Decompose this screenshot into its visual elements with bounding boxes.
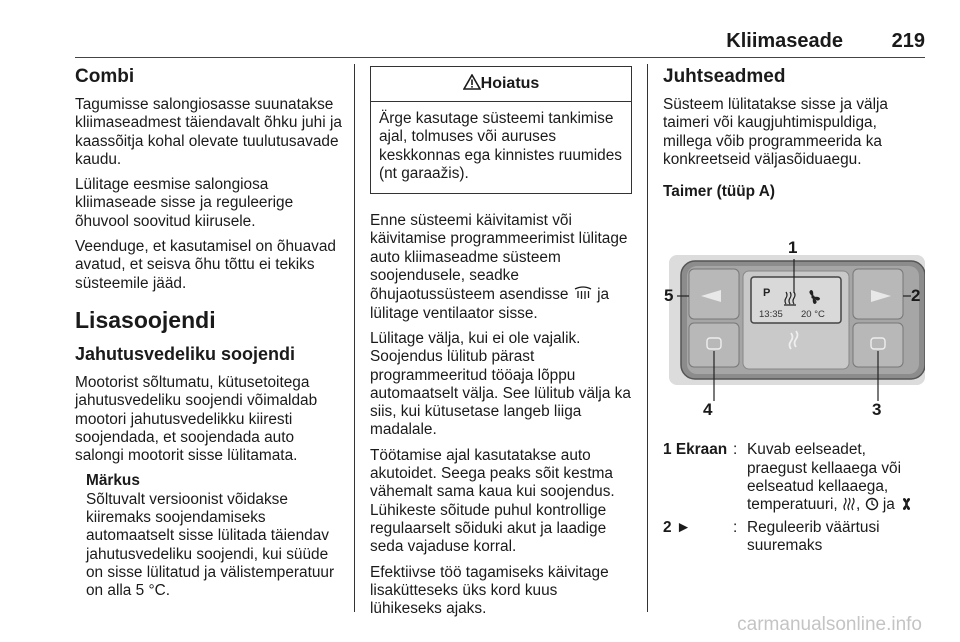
page-header <box>75 30 925 54</box>
coolant-heater-heading: Jahutusvedeliku soojendi <box>75 343 296 364</box>
heating-icon <box>842 497 856 511</box>
controls-paragraph: Süsteem lülitatakse sisse ja välja taimeri või kaugjuhtimispuldiga, millega võib programmeerida ka konkreetseid väljasõiduaegu. <box>663 96 888 168</box>
legend-description: Kuvab eelseadet, praegust kellaaega või eelseatud kellaaega, temperatuuri, , ja <box>747 441 925 514</box>
warning-header <box>371 67 631 102</box>
column-1 <box>75 66 345 601</box>
fan-icon <box>899 497 914 511</box>
timer-type-a-heading: Taimer (tüüp A) <box>663 183 776 201</box>
preheat-paragraph <box>370 212 632 323</box>
column-3 <box>663 66 925 559</box>
callout-1: 1 <box>788 238 798 258</box>
switch-off-paragraph: Lülitage välja, kui ei ole vajalik. Soojendus lülitub pärast programmeeritud tööaja lõppu automaatselt välja. See lülitub välja ka siis, kui kütusetase langeb liiga madalale. <box>370 329 631 439</box>
note-label: Märkus <box>86 472 140 490</box>
preheat-text-a: Enne süsteemi käivitamist või käivitamise programmeerimist lülitage auto kliimaseadme süsteem soojendusele, seadke õhujaotussüsteem asendisse <box>370 212 628 304</box>
callout-3: 3 <box>872 400 882 420</box>
note-text: Sõltuvalt versioonist võidakse kiiremaks soojendamiseks automaatselt sisse lülitada täiendav jahutusvedeliku soojendi, kui süüde on sisse lülitatud ja välistemperatuur on alla 5 °C. <box>86 490 335 600</box>
legend-row <box>663 519 925 556</box>
combi-paragraph-1: Tagumisse salongiosasse suunatakse kliimaseadmest täiendavalt õhku juhi ja kaassõitja kohal olevate tuulutusavade kaudu. <box>75 96 342 168</box>
legend-description-text: Kuvab eelseadet, praegust kellaaega või eelseatud kellaaega, temperatuuri, <box>747 441 902 514</box>
callout-5: 5 <box>664 286 674 306</box>
display-time: 13:35 <box>759 309 783 321</box>
battery-paragraph: Töötamise ajal kasutatakse auto akutoidet. Seega peaks sõit kestma vähemalt sama kaua kui soojendus. Lühikeste sõitude puhul kontrollige regulaarselt sõiduki akut ja laadige seda vajaduse korral. <box>370 446 615 556</box>
warning-text: Ärge kasutage süsteemi tankimise ajal, tolmuses või auruses keskkonnas ega kinnistes ruumides (nt garaažis). <box>379 110 622 182</box>
legend-description-and: ja <box>882 496 895 514</box>
watermark: carmanualsonline.info <box>737 614 922 635</box>
header-divider <box>75 57 925 58</box>
figure-legend <box>663 441 925 555</box>
combi-paragraph-2: Lülitage eesmise salongiosa kliimaseade sisse ja reguleerige õhuvool soovitud kiirusele. <box>75 176 294 230</box>
legend-term: 1 Ekraan <box>663 441 728 459</box>
callout-4: 4 <box>703 400 713 420</box>
warning-box <box>370 66 632 194</box>
column-2 <box>370 66 632 625</box>
warning-title: Hoiatus <box>480 75 540 92</box>
controls-heading: Juhtseadmed <box>663 66 786 87</box>
note-block <box>86 472 345 600</box>
defrost-floor-icon <box>573 285 593 301</box>
auxiliary-heater-heading: Lisasoojendi <box>75 306 216 333</box>
legend-colon: : <box>733 518 738 536</box>
clock-icon <box>865 497 879 511</box>
legend-colon: : <box>733 441 738 459</box>
column-divider-left <box>354 64 355 612</box>
legend-row <box>663 441 925 514</box>
coolant-heater-paragraph: Mootorist sõltumatu, kütusetoitega jahutusvedeliku soojendi võimaldab mootori jahutusvedelikku kiiresti soojendada, et soojendada auto salongi mootorit sisse lülitamata. <box>75 373 318 465</box>
display-temperature: 20 °C <box>801 309 825 321</box>
legend-description: Reguleerib väärtusi suuremaks <box>747 518 880 554</box>
combi-heading: Combi <box>75 66 135 87</box>
display-p-label: P <box>763 287 771 300</box>
legend-term: 2 ► <box>663 518 692 536</box>
warning-triangle-icon <box>463 74 481 90</box>
callout-2: 2 <box>911 286 921 306</box>
combi-paragraph-3: Veenduge, et kasutamisel on õhuavad avatud, et seisva õhu tõttu ei tekiks süsteemile jääd. <box>75 238 336 292</box>
preheat-text-b: ja lülitage ventilaator sisse. <box>370 286 610 322</box>
timer-illustration <box>663 211 925 431</box>
monthly-run-paragraph: Efektiivse töö tagamiseks käivitage lisakütteseks üks kord kuus lühikeseks ajaks. <box>370 563 609 618</box>
column-divider-right <box>647 64 648 612</box>
chapter-title: Kliimaseade <box>726 30 843 52</box>
page-number: 219 <box>891 30 925 52</box>
